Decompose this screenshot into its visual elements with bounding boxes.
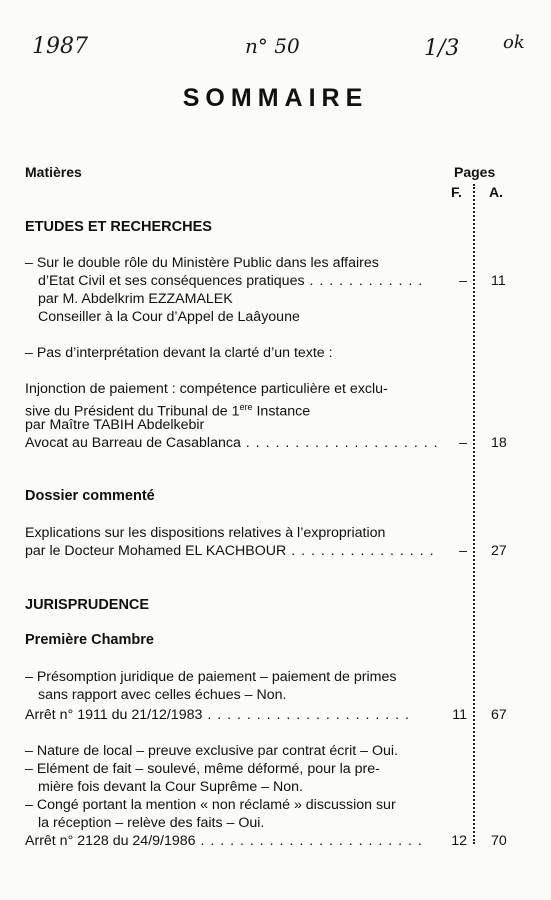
entry5-leader: . . . . . . . . . . . . . . . . . . . . .: [202, 707, 410, 723]
entry4-leader: . . . . . . . . . . . . . . .: [286, 543, 435, 559]
handwritten-year: 1987: [32, 34, 88, 59]
entry6-line6-text: Arrêt n° 2128 du 24/9/1986: [25, 833, 196, 849]
entry5-line2: sans rapport avec celles échues – Non.: [38, 687, 287, 703]
entry5-page-a: 67: [491, 707, 507, 723]
entry6-line1: – Nature de local – preuve exclusive par contrat écrit – Oui.: [25, 743, 399, 759]
entry3-page-f: –: [459, 435, 467, 451]
entry3-leader: . . . . . . . . . . . . . . . . . . . .: [240, 435, 439, 451]
handwritten-check: ok: [503, 32, 525, 53]
entry5-page-f: 11: [452, 707, 467, 723]
entry2-line1: – Pas d’interprétation devant la clarté d’un texte :: [25, 345, 333, 361]
section-dossier: Dossier commenté: [25, 488, 155, 504]
entry5-line3: [25, 706, 410, 724]
entry1-line4: Conseiller à la Cour d’Appel de Laâyoune: [38, 309, 300, 325]
section-etudes: ETUDES ET RECHERCHES: [25, 219, 212, 235]
entry4-line2: [25, 542, 435, 560]
entry3-line4: [25, 434, 439, 452]
header-a: A.: [489, 184, 503, 200]
entry6-line2: – Elément de fait – soulevé, même déformé, pour la pre-: [25, 761, 380, 777]
entry6-page-a: 70: [491, 833, 507, 849]
entry6-page-f: 12: [451, 833, 467, 849]
entry1-page-a: 11: [491, 273, 506, 289]
header-matieres: Matières: [25, 164, 82, 180]
section-jurisprudence: JURISPRUDENCE: [25, 597, 150, 613]
entry5-line3-text: Arrêt n° 1911 du 21/12/1983: [25, 707, 203, 723]
handwritten-fraction: 1/3: [424, 36, 460, 61]
entry6-line5: la réception – relève des faits – Oui.: [38, 815, 265, 831]
entry4-line1: Explications sur les dispositions relatives à l’expropriation: [25, 525, 386, 541]
entry5-line1: – Présomption juridique de paiement – paiement de primes: [25, 669, 397, 685]
entry4-line2-text: par le Docteur Mohamed EL KACHBOUR: [25, 543, 287, 559]
entry6-line6: [25, 832, 423, 850]
entry1-page-f: –: [459, 273, 467, 289]
entry6-leader: . . . . . . . . . . . . . . . . . . . . . . .: [195, 833, 423, 849]
entry1-line1: – Sur le double rôle du Ministère Public dans les affaires: [25, 255, 379, 271]
entry1-leader: . . . . . . . . . . . .: [304, 273, 424, 289]
entry3-line2-text: sive du Président du Tribunal de 1: [25, 403, 240, 420]
header-f: F.: [451, 184, 462, 200]
entry3-line1: Injonction de paiement : compétence particulière et exclu-: [25, 381, 388, 397]
page-title: SOMMAIRE: [182, 84, 369, 112]
entry6-line3: mière fois devant la Cour Suprême – Non.: [38, 779, 303, 795]
entry1-line2-text: d’Etat Civil et ses conséquences pratiques: [38, 273, 305, 289]
entry3-line3: par Maître TABIH Abdelkebir: [25, 417, 205, 433]
page-column-divider: [473, 184, 475, 844]
entry4-page-f: –: [459, 543, 467, 559]
entry4-page-a: 27: [491, 543, 507, 559]
handwritten-issue-number: n° 50: [245, 34, 300, 58]
entry3-superscript: ere: [239, 402, 253, 412]
entry3-line4-text: Avocat au Barreau de Casablanca: [25, 435, 241, 451]
entry3-line2-end: Instance: [252, 403, 311, 420]
entry1-line2: [38, 272, 423, 290]
header-pages: Pages: [454, 164, 496, 180]
entry1-line3: par M. Abdelkrim EZZAMALEK: [38, 291, 233, 307]
section-premiere-chambre: Première Chambre: [25, 632, 154, 648]
entry6-line4: – Congé portant la mention « non réclamé » discussion sur: [25, 797, 396, 813]
entry3-page-a: 18: [491, 435, 507, 451]
